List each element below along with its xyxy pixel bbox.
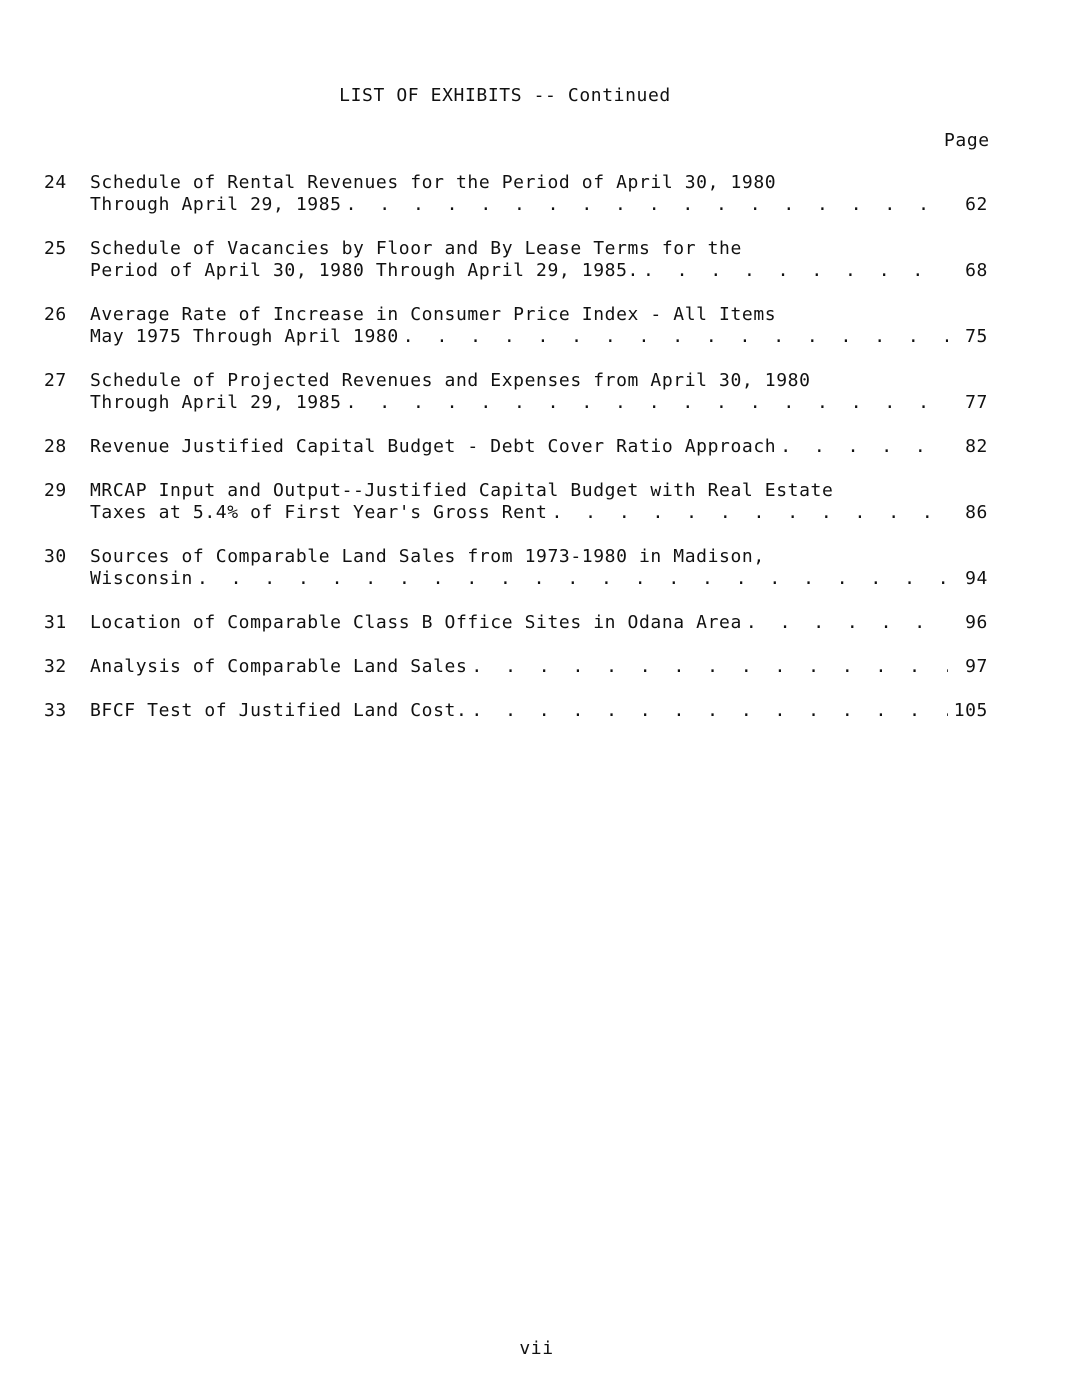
dot-leader: [643, 260, 948, 282]
exhibit-title-line: Wisconsin: [90, 568, 193, 589]
exhibit-title-line: Schedule of Vacancies by Floor and By Lease Terms for the: [90, 238, 742, 259]
exhibit-title-line: Schedule of Rental Revenues for the Period of April 30, 1980: [90, 172, 777, 193]
exhibit-page-number: 68: [965, 260, 988, 281]
dot-leader: [197, 568, 948, 590]
exhibit-entry: [44, 480, 988, 524]
dot-leader: [551, 502, 948, 524]
page-column-label: Page: [944, 130, 990, 151]
exhibit-title-line: Sources of Comparable Land Sales from 1973-1980 in Madison,: [90, 546, 765, 567]
exhibit-title-line: BFCF Test of Justified Land Cost.: [90, 700, 468, 721]
exhibit-entry: [44, 700, 988, 722]
page-number-footer: vii: [519, 1338, 554, 1359]
exhibit-number: 27: [44, 370, 67, 391]
exhibit-title-line: MRCAP Input and Output--Justified Capital Budget with Real Estate: [90, 480, 834, 501]
exhibit-page-number: 75: [965, 326, 988, 347]
exhibit-entry: [44, 238, 988, 282]
exhibit-title-line: Through April 29, 1985: [90, 194, 342, 215]
exhibit-page-number: 82: [965, 436, 988, 457]
exhibit-title-line: Average Rate of Increase in Consumer Price Index - All Items: [90, 304, 777, 325]
exhibit-page-number: 94: [965, 568, 988, 589]
exhibit-title-line: Through April 29, 1985: [90, 392, 342, 413]
exhibit-entry: [44, 304, 988, 348]
exhibit-page-number: 62: [965, 194, 988, 215]
exhibit-entry: [44, 656, 988, 678]
exhibit-title-line: Period of April 30, 1980 Through April 29, 1985.: [90, 260, 639, 281]
page-heading: LIST OF EXHIBITS -- Continued: [339, 85, 671, 106]
dot-leader: [746, 612, 948, 634]
exhibit-number: 29: [44, 480, 67, 501]
exhibit-list: [44, 172, 988, 744]
exhibit-title-line: Schedule of Projected Revenues and Expenses from April 30, 1980: [90, 370, 811, 391]
exhibit-entry: [44, 370, 988, 414]
dot-leader: [346, 194, 948, 216]
exhibit-page-number: 86: [965, 502, 988, 523]
exhibit-entry: [44, 546, 988, 590]
exhibit-page-number: 97: [965, 656, 988, 677]
exhibit-page-number: 77: [965, 392, 988, 413]
dot-leader: [471, 656, 948, 678]
exhibit-entry: [44, 436, 988, 458]
exhibit-number: 25: [44, 238, 67, 259]
exhibit-number: 28: [44, 436, 67, 457]
exhibit-number: 33: [44, 700, 67, 721]
dot-leader: [471, 700, 948, 722]
exhibit-number: 30: [44, 546, 67, 567]
dot-leader: [403, 326, 948, 348]
exhibit-number: 26: [44, 304, 67, 325]
exhibit-number: 24: [44, 172, 67, 193]
exhibit-entry: [44, 172, 988, 216]
exhibit-page-number: 96: [965, 612, 988, 633]
exhibit-title-line: Location of Comparable Class B Office Sites in Odana Area: [90, 612, 742, 633]
exhibit-title-line: May 1975 Through April 1980: [90, 326, 399, 347]
dot-leader: [346, 392, 948, 414]
exhibit-number: 31: [44, 612, 67, 633]
exhibit-page-number: 105: [953, 700, 988, 721]
dot-leader: [780, 436, 948, 458]
exhibit-title-line: Analysis of Comparable Land Sales: [90, 656, 468, 677]
exhibit-number: 32: [44, 656, 67, 677]
exhibit-title-line: Revenue Justified Capital Budget - Debt Cover Ratio Approach: [90, 436, 777, 457]
exhibit-title-line: Taxes at 5.4% of First Year's Gross Rent: [90, 502, 548, 523]
exhibit-entry: [44, 612, 988, 634]
